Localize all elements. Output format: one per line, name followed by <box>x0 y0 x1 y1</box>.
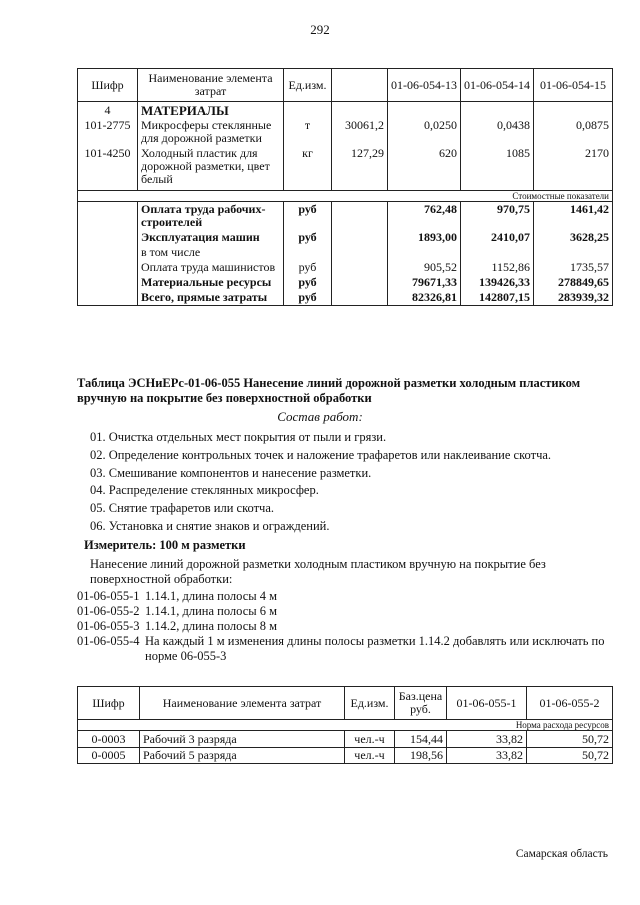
works-heading: Состав работ: <box>277 409 363 424</box>
section-row <box>78 102 613 119</box>
header-name: Наименование элемента затрат <box>140 687 345 720</box>
header-price <box>332 69 388 102</box>
header-unit: Ед.изм. <box>345 687 395 720</box>
resource-norm-label-row <box>78 720 613 731</box>
header-code: Шифр <box>78 687 140 720</box>
summary-row: Оплата труда рабочих-строителей руб 762,48 970,75 1461,42 <box>78 202 613 231</box>
norm-code: 01-06-055-3 <box>77 619 140 633</box>
table-row: 101-2775 Микросферы стеклянные для дорожной разметки т 30061,2 0,0250 0,0438 0,0875 <box>78 118 613 146</box>
summary-row: Оплата труда машинистов руб 905,52 1152,86 1735,57 <box>78 260 613 275</box>
section-title: Таблица ЭСНиЕРс-01-06-055 Нанесение линий дорожной разметки холодным пластиком вручную на покрытие без поверхностной обработки <box>77 376 581 405</box>
norm-code: 01-06-055-4 <box>77 634 140 648</box>
norms-table-055 <box>77 686 613 764</box>
cost-indicators-label: Стоимостные показатели <box>78 191 613 202</box>
header-base-price: Баз.цена руб. <box>395 687 447 720</box>
summary-row: Эксплуатация машин руб 1893,00 2410,07 3628,25 <box>78 230 613 245</box>
description: Нанесение линий дорожной разметки холодным пластиком вручную на покрытие без поверхностной обработки: <box>90 557 546 586</box>
section-code: 4 <box>78 102 138 119</box>
norm-codes-list <box>77 589 612 664</box>
list-item: 01. Очистка отдельных мест покрытия от пыли и грязи. <box>90 430 387 444</box>
resource-norm-label: Норма расхода ресурсов <box>78 720 613 731</box>
norms-table-054 <box>77 68 613 306</box>
works-list <box>90 429 551 536</box>
summary-row: в том числе <box>78 245 613 260</box>
list-item <box>77 589 612 604</box>
list-item: 03. Смешивание компонентов и нанесение разметки. <box>90 465 372 480</box>
list-item: 02. Определение контрольных точек и наложение трафаретов или наклеивание скотча. <box>90 447 552 462</box>
list-item <box>77 619 612 634</box>
table-header-row <box>78 687 613 720</box>
table-row: 0-0003 Рабочий 3 разряда чел.-ч 154,44 33,82 50,72 <box>78 731 613 748</box>
header-col-15: 01-06-054-15 <box>534 69 613 102</box>
header-col-14: 01-06-054-14 <box>461 69 534 102</box>
header-unit: Ед.изм. <box>284 69 332 102</box>
header-col-1: 01-06-055-1 <box>447 687 527 720</box>
norm-code: 01-06-055-2 <box>77 604 140 618</box>
norm-text: На каждый 1 м изменения длины полосы разметки 1.14.2 добавлять или исключать по норме 06-055-3 <box>145 634 605 663</box>
header-col-13: 01-06-054-13 <box>388 69 461 102</box>
list-item <box>77 634 612 664</box>
header-code: Шифр <box>78 69 138 102</box>
footer-region: Самарская область <box>515 848 608 860</box>
header-col-2: 01-06-055-2 <box>527 687 613 720</box>
section-name: МАТЕРИАЛЫ <box>138 102 284 119</box>
list-item: 05. Снятие трафаретов или скотча. <box>90 501 275 516</box>
table-row: 101-4250 Холодный пластик для дорожной разметки, цвет белый кг 127,29 620 1085 2170 <box>78 146 613 191</box>
list-item: 06. Установка и снятие знаков и ограждений. <box>90 518 330 533</box>
cost-indicators-label-row <box>78 191 613 202</box>
page-number: 292 <box>310 22 330 37</box>
norm-code: 01-06-055-1 <box>77 589 140 603</box>
measurement-unit: Измеритель: 100 м разметки <box>84 538 246 552</box>
summary-row: Материальные ресурсы руб 79671,33 139426,33 278849,65 <box>78 275 613 290</box>
norm-text: 1.14.1, длина полосы 6 м <box>145 604 278 618</box>
norm-text: 1.14.1, длина полосы 4 м <box>145 589 278 603</box>
list-item: 04. Распределение стеклянных микросфер. <box>90 483 319 498</box>
header-name: Наименование элемента затрат <box>138 69 284 102</box>
table-header-row <box>78 69 613 102</box>
table-row: 0-0005 Рабочий 5 разряда чел.-ч 198,56 33,82 50,72 <box>78 748 613 764</box>
summary-row: Всего, прямые затраты руб 82326,81 142807,15 283939,32 <box>78 290 613 306</box>
norm-text: 1.14.2, длина полосы 8 м <box>145 619 278 633</box>
list-item <box>77 604 612 619</box>
